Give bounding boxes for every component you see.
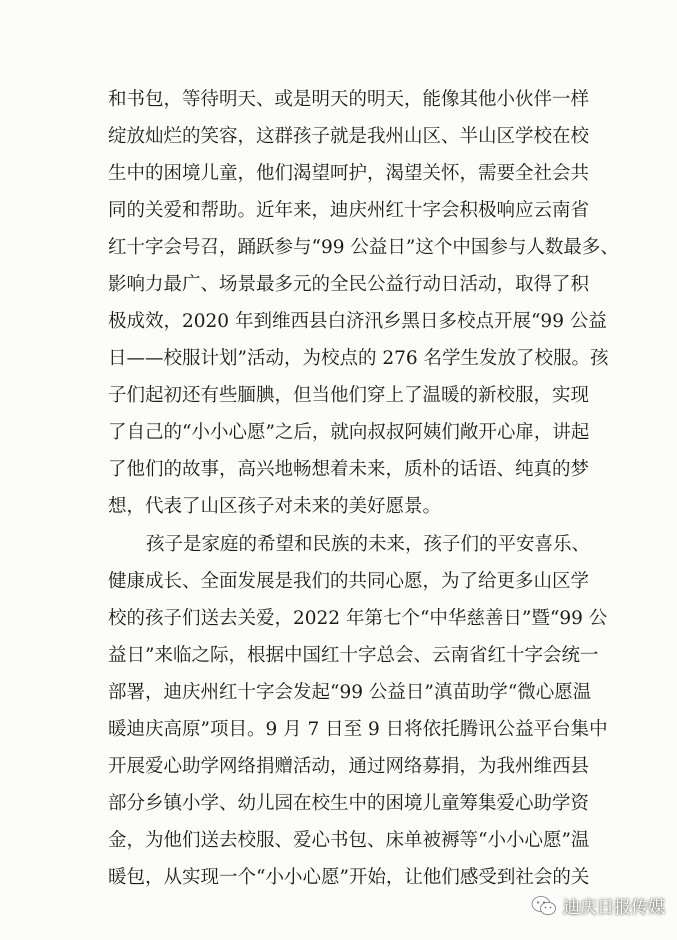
watermark	[531, 893, 665, 918]
wechat-icon	[531, 895, 557, 917]
text-line-19: 开展爱心助学网络捐赠活动，通过网络募捐，为我州维西县	[108, 756, 590, 777]
text-line-10: 了自己的“小小心愿”之后，就向叔叔阿姨们敞开心扉，讲起	[108, 422, 590, 443]
text-line-1: 和书包，等待明天、或是明天的明天，能像其他小伙伴一样	[108, 89, 590, 110]
text-line-11: 了他们的故事，高兴地畅想着未来，质朴的话语、纯真的梦	[108, 459, 590, 480]
text-line-9: 子们起初还有些腼腆，但当他们穿上了温暖的新校服，实现	[108, 385, 590, 406]
text-line-5: 红十字会号召，踊跃参与“99 公益日”这个中国参与人数最多、	[108, 237, 619, 258]
text-line-14: 健康成长、全面发展是我们的共同心愿，为了给更多山区学	[108, 571, 590, 592]
text-line-17: 部署，迪庆州红十字会发起“99 公益日”滇苗助学“微心愿温	[108, 682, 592, 703]
text-line-7: 极成效，2020 年到维西县白济汛乡黑日多校点开展“99 公益	[108, 311, 607, 332]
text-line-13: 孩子是家庭的希望和民族的未来，孩子们的平安喜乐、	[146, 534, 591, 555]
text-line-22: 暖包，从实现一个“小小心愿”开始，让他们感受到社会的关	[108, 867, 590, 888]
text-line-8: 日——校服计划”活动，为校点的 276 名学生发放了校服。孩	[108, 348, 609, 369]
watermark-text: 迪庆日报传媒	[563, 898, 665, 918]
text-line-4: 同的关爱和帮助。近年来，迪庆州红十字会积极响应云南省	[108, 200, 590, 221]
text-line-12: 想，代表了山区孩子对未来的美好愿景。	[108, 496, 442, 517]
text-line-16: 益日”来临之际，根据中国红十字总会、云南省红十字会统一	[108, 645, 599, 666]
text-line-18: 暖迪庆高原”项目。9 月 7 日至 9 日将依托腾讯公益平台集中	[108, 719, 608, 740]
text-line-15: 校的孩子们送去关爱，2022 年第七个“中华慈善日”暨“99 公	[108, 608, 608, 629]
text-line-6: 影响力最广、场景最多元的全民公益行动日活动，取得了积	[108, 274, 590, 295]
text-line-3: 生中的困境儿童，他们渴望呵护，渴望关怀，需要全社会共	[108, 163, 590, 184]
text-line-20: 部分乡镇小学、幼儿园在校生中的困境儿童筹集爱心助学资	[108, 793, 590, 814]
text-line-2: 绽放灿烂的笑容，这群孩子就是我州山区、半山区学校在校	[108, 126, 590, 147]
text-line-21: 金，为他们送去校服、爱心书包、床单被褥等“小小心愿”温	[108, 830, 590, 851]
